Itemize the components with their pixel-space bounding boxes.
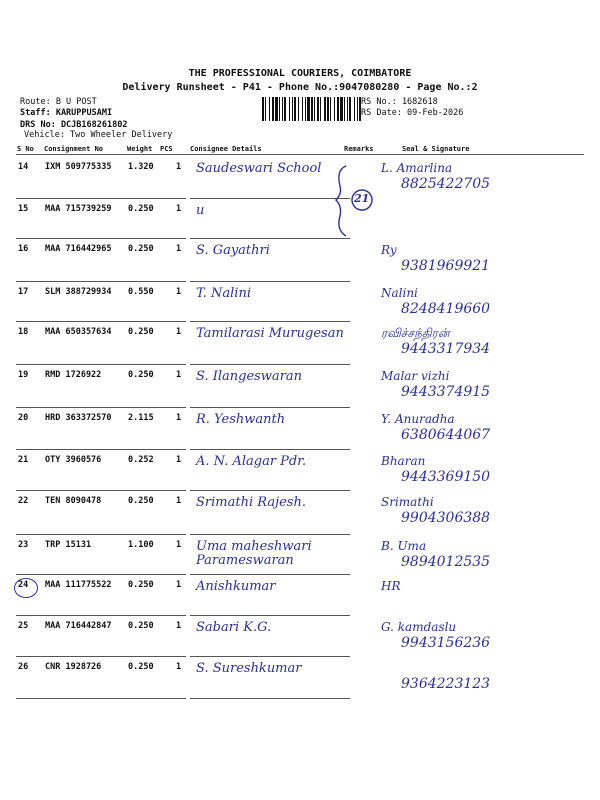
consignment-number: MAA 716442965 [45,244,112,254]
consignee-handwriting: Srimathi Rajesh. [196,495,306,510]
table-row [16,200,586,240]
pcs-count: 1 [176,370,182,380]
seal-phone: 8825422705 [401,176,491,192]
serial-number: 19 [18,370,29,380]
seal-phone: 9904306388 [401,510,491,526]
rs-date: RS Date: 09-Feb-2026 [361,108,464,118]
serial-number: 17 [18,287,29,297]
pcs-count: 1 [176,580,182,590]
consignee-handwriting: S. Ilangeswaran [196,369,303,384]
seal-phone: 9894012535 [401,554,491,570]
pcs-count: 1 [176,327,182,337]
row-underline [16,490,186,491]
consignee-underline [190,321,350,322]
row-underline [16,656,186,657]
table-row [16,451,586,492]
weight-value: 0.250 [128,244,154,254]
pcs-count: 1 [176,540,182,550]
col-header-pcs: PCS [160,145,173,153]
pcs-count: 1 [176,287,182,297]
consignee-handwriting: A. N. Alagar Pdr. [196,454,307,469]
pcs-count: 1 [176,204,182,214]
table-row [16,617,586,658]
consignee-handwriting: S. Sureshkumar [196,661,302,676]
seal-signature: Nalini [381,286,418,300]
col-header-seal: Seal & Signature [402,145,470,153]
consignment-number: IXM 509775335 [45,162,112,172]
pcs-count: 1 [176,162,182,172]
row-underline [16,407,186,408]
consignee-handwriting: Tamilarasi Murugesan [196,326,344,341]
seal-phone: 9943156236 [401,635,491,651]
col-header-weight: Weight [127,145,153,153]
serial-number: 18 [18,327,29,337]
pcs-count: 1 [176,244,182,254]
consignment-number: HRD 363372570 [45,413,112,423]
consignment-number: TRP 15131 [45,540,92,550]
consignee-underline [190,490,350,491]
consignment-number: MAA 111775522 [45,580,112,590]
consignee-underline [190,198,350,199]
seal-signature: Malar vizhi [381,369,450,383]
consignment-number: SLM 388729934 [45,287,112,297]
col-header-consignment: Consignment No [44,145,104,153]
consignee-handwriting: S. Gayathri [196,243,270,258]
serial-number: 14 [18,162,29,172]
weight-value: 2.115 [128,413,154,423]
barcode-icon [262,97,362,121]
pcs-count: 1 [176,455,182,465]
weight-value: 0.250 [128,204,154,214]
seal-signature: ரவிச்சந்திரன் [381,326,450,340]
serial-number: 26 [18,662,29,672]
seal-phone: 9443317934 [401,341,491,357]
consignee-underline [190,698,350,699]
seal-phone: 9364223123 [401,676,491,692]
consignee-underline [190,238,350,239]
serial-number: 21 [18,455,29,465]
seal-signature: Bharan [381,454,426,468]
consignment-number: TEN 8090478 [45,496,102,506]
consignee-handwriting: u [196,203,205,218]
consignee-underline [190,574,350,575]
row-underline [16,364,186,365]
consignment-number: MAA 650357634 [45,327,112,337]
weight-value: 1.100 [128,540,154,550]
consignment-number: MAA 716442847 [45,621,112,631]
table-row [16,492,586,536]
seal-phone: 8248419660 [401,301,491,317]
row-underline [16,198,186,199]
row-underline [16,449,186,450]
serial-number: 22 [18,496,29,506]
serial-number: 20 [18,413,29,423]
seal-signature: B. Uma [381,539,427,553]
weight-value: 1.320 [128,162,154,172]
table-row [16,283,586,323]
weight-value: 0.250 [128,580,154,590]
remarks-note: 21 [354,192,370,205]
consignment-number: CNR 1928726 [45,662,102,672]
pcs-count: 1 [176,413,182,423]
staff-label: Staff: KARUPPUSAMI [20,108,113,118]
serial-number: 23 [18,540,29,550]
col-header-remarks: Remarks [344,145,374,153]
table-row [16,158,586,200]
consignment-number: RMD 1726922 [45,370,102,380]
serial-number: 25 [18,621,29,631]
weight-value: 0.250 [128,496,154,506]
pcs-count: 1 [176,662,182,672]
weight-value: 0.250 [128,662,154,672]
serial-number: 15 [18,204,29,214]
rs-number: RS No.: 1682618 [361,97,438,107]
pcs-count: 1 [176,496,182,506]
consignee-handwriting: R. Yeshwanth [196,412,286,427]
route-label: Route: B U POST [20,97,97,107]
weight-value: 0.252 [128,455,154,465]
seal-signature: Y. Anuradha [381,412,455,426]
consignment-number: MAA 715739259 [45,204,112,214]
row-underline [16,534,186,535]
drs-number: DRS No: DCJB168261802 [20,120,128,130]
seal-signature: Srimathi [381,495,434,509]
weight-value: 0.250 [128,327,154,337]
consignee-handwriting: Anishkumar [196,579,276,594]
seal-signature: L. Amarlina [381,161,453,175]
table-row [16,409,586,451]
company-title: THE PROFESSIONAL COURIERS, COIMBATORE [188,68,412,79]
seal-phone: 6380644067 [401,427,491,443]
col-header-sno: S No [17,145,34,153]
weight-value: 0.250 [128,370,154,380]
consignee-handwriting: Uma maheshwari Parameswaran [196,539,312,568]
weight-value: 0.550 [128,287,154,297]
row-underline [16,574,186,575]
table-row [16,323,586,366]
weight-value: 0.250 [128,621,154,631]
row-underline [16,321,186,322]
seal-signature: G. kamdaslu [381,620,457,634]
consignee-underline [190,615,350,616]
consignee-underline [190,656,350,657]
consignment-number: OTY 3960576 [45,455,102,465]
seal-phone: 9443374915 [401,384,491,400]
consignee-underline [190,534,350,535]
consignee-underline [190,449,350,450]
consignee-underline [190,407,350,408]
seal-signature: Ry [381,243,397,257]
serial-number: 24 [18,580,29,590]
consignee-handwriting: Saudeswari School [196,161,322,176]
table-row [16,576,586,617]
seal-phone: 9443369150 [401,469,491,485]
consignee-underline [190,364,350,365]
table-row [16,536,586,576]
runsheet-subtitle: Delivery Runsheet - P41 - Phone No.:9047080280 - Page No.:2 [122,82,478,93]
vehicle-label: Vehicle: Two Wheeler Delivery [24,130,173,140]
col-header-consignee: Consignee Details [190,145,262,153]
row-underline [16,281,186,282]
table-row [16,240,586,283]
circle-mark-icon [14,578,38,598]
seal-phone: 9381969921 [401,258,491,274]
row-underline [16,698,186,699]
row-underline [16,238,186,239]
header-divider [16,154,584,155]
table-row [16,658,586,700]
row-underline [16,615,186,616]
consignee-handwriting: Sabari K.G. [196,620,272,635]
consignee-handwriting: T. Nalini [196,286,251,301]
table-row [16,366,586,409]
consignee-underline [190,281,350,282]
pcs-count: 1 [176,621,182,631]
serial-number: 16 [18,244,29,254]
seal-signature: HR [381,579,401,593]
